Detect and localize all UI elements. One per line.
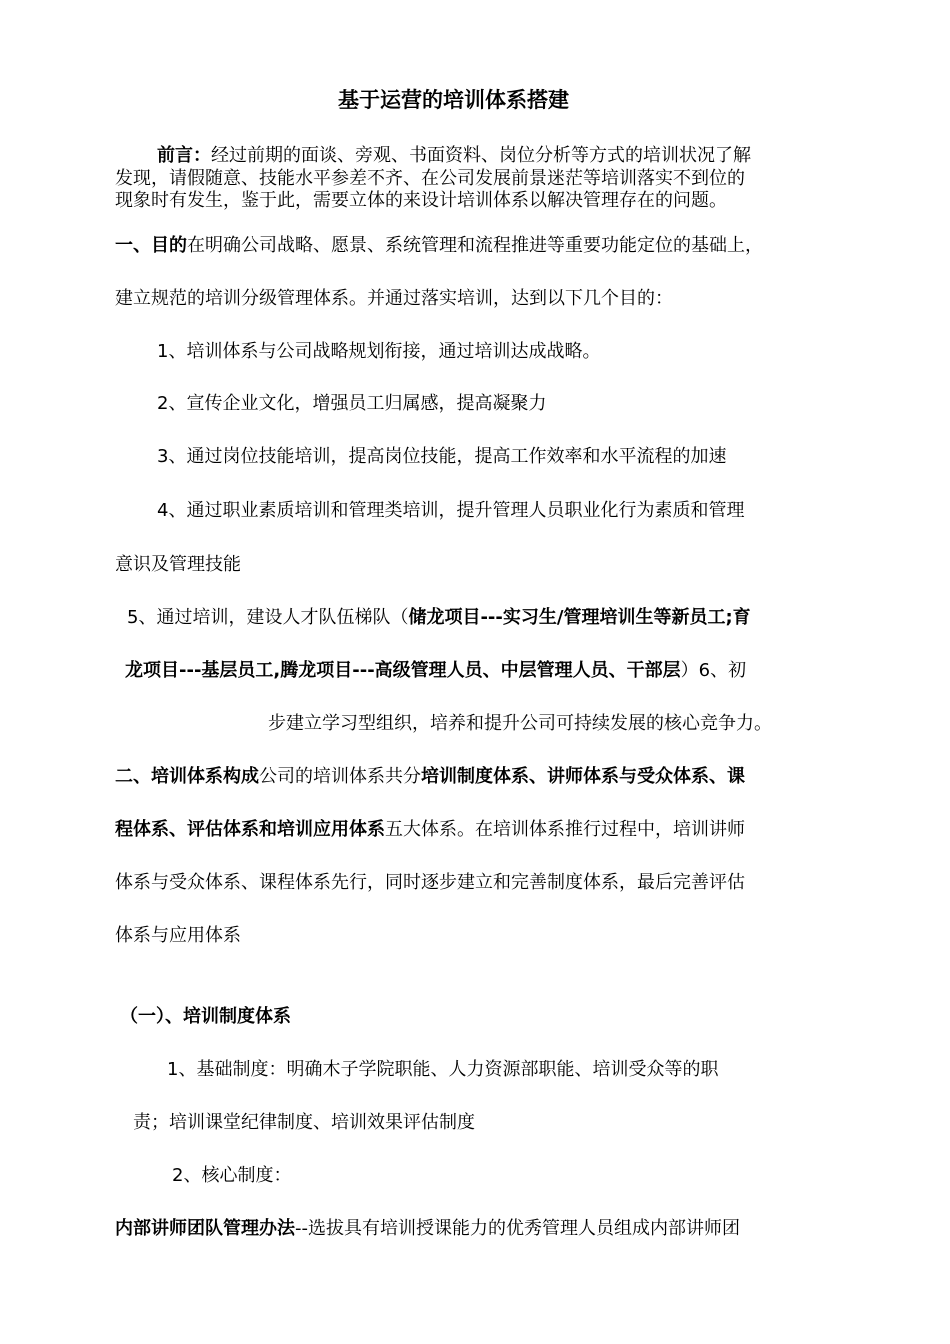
section2-bold-2: 程体系、评估体系和培训应用体系 (115, 819, 385, 840)
section2-text-1: 公司的培训体系共分 (259, 766, 421, 787)
rule-detail-line (115, 1218, 740, 1240)
rule-item-1-line-2: 责；培训课堂纪律制度、培训效果评估制度 (133, 1112, 475, 1133)
section2-line-1 (115, 766, 745, 788)
rule-item-2: 2、核心制度： (172, 1165, 292, 1186)
subsection1-heading: （一）、培训制度体系 (120, 1006, 291, 1027)
section2-heading: 二、培训体系构成 (115, 766, 259, 787)
goal-item-5-prefix: 5、通过培训，建设人才队伍梯队（ (127, 607, 409, 628)
goal-item-4-cont: 意识及管理技能 (115, 554, 241, 575)
goal-item-5-line-2 (125, 660, 746, 682)
section2-bold-1: 培训制度体系、讲师体系与受众体系、课 (421, 766, 745, 787)
section2-line-4: 体系与应用体系 (115, 925, 241, 946)
preface-line-3: 现象时有发生，鉴于此，需要立体的来设计培训体系以解决管理存在的问题。 (115, 190, 727, 211)
goal-item-3: 3、通过岗位技能培训，提高岗位技能，提高工作效率和水平流程的加速 (157, 446, 727, 467)
goal-item-5-line-1 (127, 607, 751, 629)
section2-text-2: 五大体系。在培训体系推行过程中，培训讲师 (385, 819, 745, 840)
rule-detail-bold: 内部讲师团队管理办法 (115, 1218, 295, 1239)
preface-line-1 (157, 145, 751, 167)
goal-item-5-suffix: ）6、初 (680, 660, 747, 681)
goal-item-5-bold-1: 储龙项目---实习生/管理培训生等新员工;育 (408, 607, 751, 628)
goal-item-1: 1、培训体系与公司战略规划衔接，通过培训达成战略。 (157, 341, 601, 362)
document-title: 基于运营的培训体系搭建 (338, 88, 569, 112)
section2-line-2 (115, 819, 745, 841)
goal-item-4: 4、通过职业素质培训和管理类培训，提升管理人员职业化行为素质和管理 (157, 500, 745, 521)
section1-line-1 (115, 235, 763, 257)
preface-line-2: 发现，请假随意、技能水平参差不齐、在公司发展前景迷茫等培训落实不到位的 (115, 168, 745, 189)
goal-item-6-cont: 步建立学习型组织，培养和提升公司可持续发展的核心竞争力。 (268, 713, 772, 734)
rule-detail-text: --选拔具有培训授课能力的优秀管理人员组成内部讲师团 (295, 1218, 740, 1239)
goal-item-2: 2、宣传企业文化，增强员工归属感，提高凝聚力 (157, 393, 547, 414)
section1-text-1: 在明确公司战略、愿景、系统管理和流程推进等重要功能定位的基础上， (187, 235, 763, 256)
goal-item-5-bold-2: 龙项目---基层员工,腾龙项目---高级管理人员、中层管理人员、干部层 (125, 660, 681, 681)
section2-line-3: 体系与受众体系、课程体系先行，同时逐步建立和完善制度体系，最后完善评估 (115, 872, 745, 893)
preface-text-1: 经过前期的面谈、旁观、书面资料、岗位分析等方式的培训状况了解 (211, 145, 751, 166)
rule-item-1-line-1: 1、基础制度：明确木子学院职能、人力资源部职能、培训受众等的职 (167, 1059, 719, 1080)
section1-heading: 一、目的 (115, 235, 187, 256)
section1-line-2: 建立规范的培训分级管理体系。并通过落实培训，达到以下几个目的： (115, 288, 673, 309)
preface-label: 前言： (157, 145, 211, 166)
